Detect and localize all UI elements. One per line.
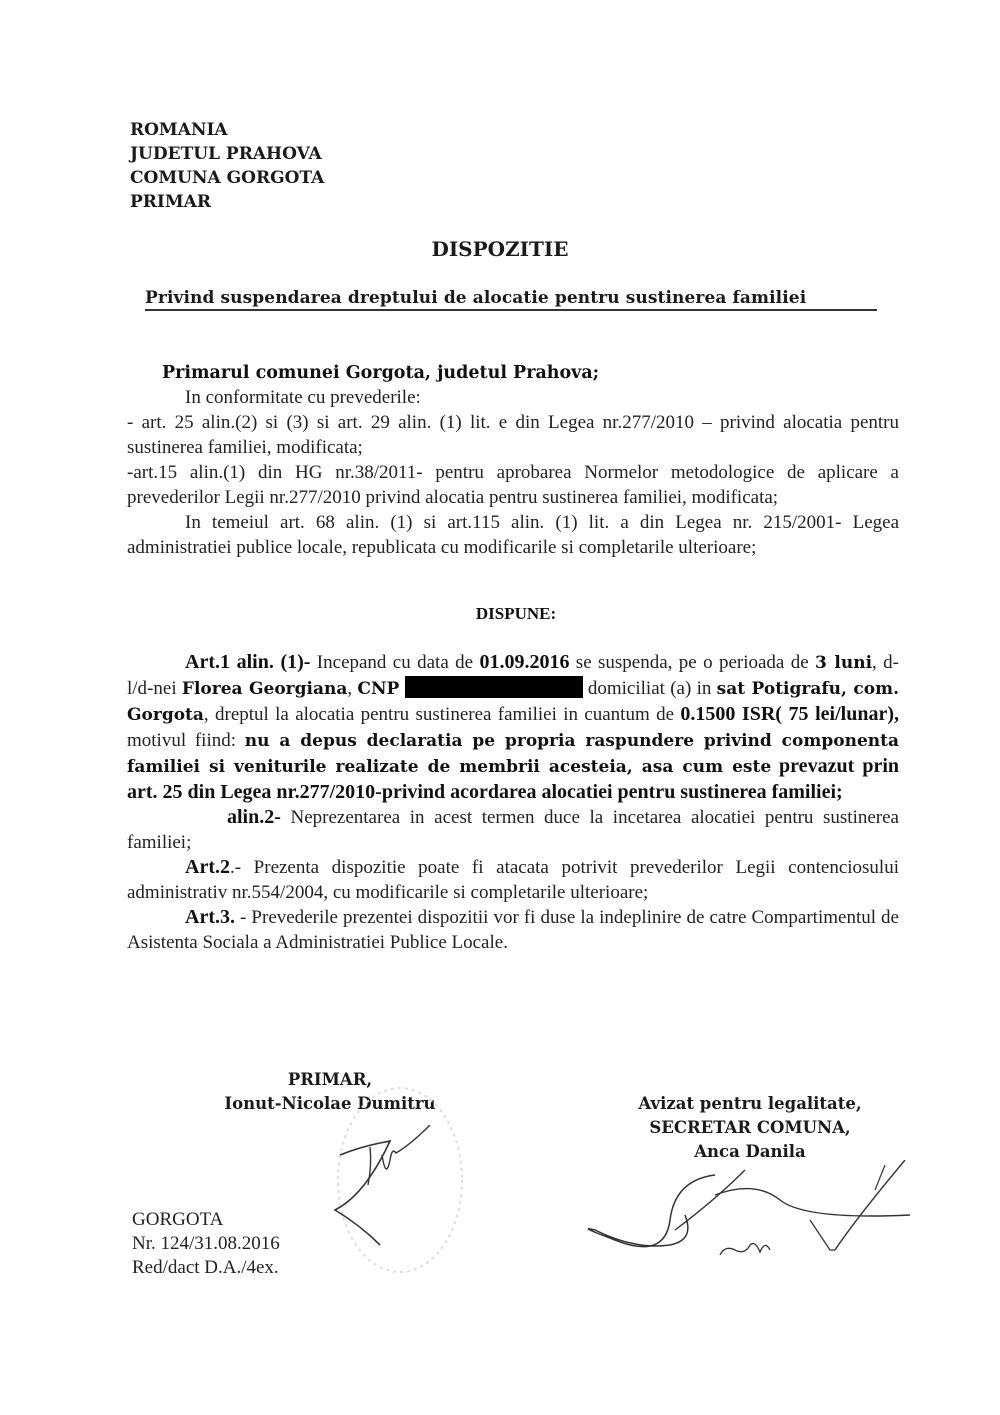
- mayor-signature-block: PRIMAR, Ionut-Nicolae Dumitru: [190, 1068, 470, 1116]
- document-title: DISPOZITIE: [431, 237, 569, 261]
- suspension-reason: nu a depus declaratia pe propria raspundere privind componenta familiei si veniturile realizate de membrii acesteia, asa cum este: [127, 731, 899, 777]
- suspension-date: 01.09.2016: [479, 651, 570, 673]
- secretary-signature-icon: [575, 1160, 915, 1280]
- article-1: Art.1 alin. (1)- Incepand cu data de 01.09.2016 se suspenda, pe o perioada de 3 luni, d-l/d-nei Florea Georgiana, CNP domiciliat (a) in sat Potigrafu, com. Gorgota, dreptul la alocatia pentru sustinerea familiei in cuantum de 0.1500 ISR( 75 lei/lunar), motivul fiind: nu a depus declaratia pe propria raspundere privind componenta familiei si veniturile realizate de membrii acesteia, asa cum este prevazut prin art. 25 din Legea nr.277/2010-privind acordarea alocatiei pentru sustinerea familiei; alin.2- Neprezentarea in acest termen duce la incetarea alocatiei pentru sustinerea familiei; Art.2.- Prezenta dispozitie poate fi atacata potrivit prevederilor Legii contenciosului administrativ nr.554/2004, cu modificarile si completarile ulterioare; Art.3. - Prevederile prezentei dispozitii vor fi duse la indeplinire de catre Compartimentul de Asistenta Sociala a Administratiei Publice Locale.: [127, 651, 900, 953]
- dispune-heading: DISPUNE:: [475, 604, 557, 623]
- article-2: Art.2.- Prezenta dispozitie poate fi atacata potrivit prevederilor Legii contenciosului administrativ nr.554/2004, cu modificarile si completarile ulterioare;: [127, 856, 899, 903]
- document-footer: [132, 1208, 280, 1280]
- art1-label: Art.1 alin. (1)-: [185, 651, 311, 673]
- mayor-signature-icon: [320, 1125, 460, 1255]
- legal-reference-2: -art.15 alin.(1) din HG nr.38/2011- pentru aprobarea Normelor metodologice de aplicare a prevederilor Legii nr.277/2010 privind alocatia pentru sustinerea familiei, modificata;: [127, 462, 899, 508]
- header-office: PRIMAR: [130, 192, 211, 212]
- secretary-signature-block: Avizat pentru legalitate, SECRETAR COMUNA, Anca Danila: [600, 1092, 900, 1164]
- preamble: [127, 385, 899, 560]
- mayor-name: Ionut-Nicolae Dumitru: [224, 1094, 436, 1113]
- issuer: Primarul comunei Gorgota, judetul Prahova;: [162, 363, 600, 383]
- conformity-intro: In conformitate cu prevederile:: [185, 387, 421, 408]
- art1-alin2: alin.2- Neprezentarea in acest termen duce la incetarea alocatiei pentru sustinerea familiei;: [127, 806, 899, 853]
- legal-basis: In temeiul art. 68 alin. (1) si art.115 alin. (1) lit. a din Legea nr. 215/2001- Legea administratiei publice locale, republicata cu modificarile si completarile ulterioare;: [127, 512, 899, 558]
- allowance-amount: 0.1500 ISR( 75 lei/lunar),: [680, 703, 899, 725]
- beneficiary-address: sat Potigrafu, com. Gorgota: [127, 679, 900, 725]
- footer-number: Nr. 124/31.08.2016: [132, 1233, 280, 1254]
- secretary-name: Anca Danila: [694, 1142, 806, 1161]
- legal-reference-1: - art. 25 alin.(2) si (3) si art. 29 alin. (1) lit. e din Legea nr.277/2010 – privind alocatia pentru sustinerea familiei, modificata;: [127, 412, 899, 458]
- suspension-period: 3 luni: [815, 653, 873, 673]
- header-commune: COMUNA GORGOTA: [130, 168, 325, 188]
- header-county: JUDETUL PRAHOVA: [130, 144, 322, 164]
- footer-place: GORGOTA: [132, 1209, 224, 1230]
- header-country: ROMANIA: [130, 120, 228, 140]
- document-subtitle: Privind suspendarea dreptului de alocatie pentru sustinerea familiei: [145, 288, 877, 311]
- article-3: Art.3. - Prevederile prezentei dispozitii vor fi duse la indeplinire de catre Compartimentul de Asistenta Sociala a Administratiei Publice Locale.: [127, 906, 899, 953]
- footer-drafted: Red/dact D.A./4ex.: [132, 1257, 279, 1278]
- beneficiary-name: Florea Georgiana: [181, 679, 348, 699]
- redacted-cnp: [405, 676, 583, 698]
